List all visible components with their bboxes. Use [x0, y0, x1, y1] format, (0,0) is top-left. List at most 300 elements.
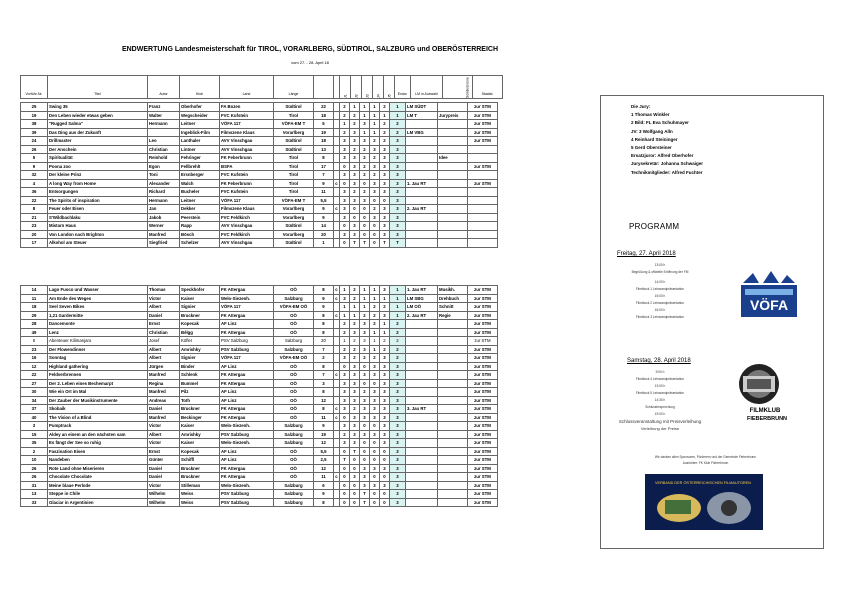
table-cell: Skobaik — [48, 405, 148, 414]
table-cell: The Spirits of inspiration — [48, 196, 148, 205]
table-cell: AF Linz — [220, 396, 274, 405]
table-cell: 2 — [370, 205, 380, 214]
table-cell: Highland gathering — [48, 362, 148, 371]
table-cell: 3 — [350, 379, 360, 388]
table-cell: 0 — [370, 439, 380, 448]
table-cell: 3 — [370, 388, 380, 397]
table-cell: Andreas — [148, 396, 180, 405]
table-cell: Stilleman — [180, 481, 220, 490]
table-cell: 0 — [340, 179, 350, 188]
table-cell — [406, 490, 438, 499]
table-cell: Wilhelm — [148, 490, 180, 499]
table-cell: 11 — [314, 413, 334, 422]
table-cell: T — [340, 456, 350, 465]
table-cell: FK Attergau — [220, 405, 274, 414]
table-cell: 1 — [360, 294, 370, 303]
table-row — [21, 473, 498, 482]
table-cell: 3 — [350, 128, 360, 137]
table-cell — [438, 447, 468, 456]
table-cell: Tirol — [274, 154, 314, 163]
table-cell: Albert — [148, 430, 180, 439]
column-header-cell: J5 — [384, 76, 395, 99]
table-cell: 3 — [380, 230, 390, 239]
table-cell: Regie — [438, 311, 468, 320]
table-cell: 3 — [390, 213, 406, 222]
table-cell: 3 — [370, 396, 380, 405]
jury-line: Jurysekretär: Johanna Schwaiger — [631, 161, 704, 167]
table-cell: 0 — [380, 196, 390, 205]
table-cell: 0 — [360, 447, 370, 456]
table-cell: Ernst — [148, 320, 180, 329]
table-cell: Kopecak — [180, 447, 220, 456]
table-cell: 3 — [390, 371, 406, 380]
table-cell: PSV Salzburg — [220, 490, 274, 499]
table-cell: zur STM — [468, 405, 498, 414]
table-row — [21, 447, 498, 456]
table-cell: 22 — [21, 196, 48, 205]
table-cell: 6 — [21, 337, 48, 346]
table-row — [21, 362, 498, 371]
table-cell: 31 — [21, 481, 48, 490]
table-row — [21, 179, 498, 188]
table-cell: 2 — [350, 286, 360, 295]
table-cell: 15 — [21, 430, 48, 439]
table-cell: Feldverbrennen — [48, 371, 148, 380]
table-cell: Tirol — [274, 179, 314, 188]
table-cell: 3 — [380, 371, 390, 380]
table-cell: 2 — [350, 405, 360, 414]
table-cell: 3 — [350, 388, 360, 397]
table-cell: 3 — [370, 371, 380, 380]
schedule-line: 19:00 h — [654, 412, 666, 416]
table-cell: Beckinger — [180, 413, 220, 422]
table-cell: 27 — [21, 379, 48, 388]
program-footer — [603, 454, 808, 466]
table-cell: zur STM — [468, 362, 498, 371]
table-cell: Bruckner — [180, 405, 220, 414]
table-cell — [438, 188, 468, 197]
table-row — [21, 120, 498, 129]
table-cell: 1 — [314, 239, 334, 248]
table-cell: 19 — [314, 430, 334, 439]
table-cell — [406, 230, 438, 239]
table-cell — [438, 239, 468, 248]
table-cell: 3 — [340, 405, 350, 414]
table-row — [21, 354, 498, 363]
table-cell: 3 — [390, 413, 406, 422]
table-row — [21, 311, 498, 320]
table-cell: 2 — [360, 188, 370, 197]
table-cell: 9 — [314, 294, 334, 303]
table-cell — [438, 145, 468, 154]
table-cell: 3 — [350, 179, 360, 188]
table-cell: Das Ding aus der Zukunft — [48, 128, 148, 137]
table-cell: Egon — [148, 162, 180, 171]
table-cell: 0 — [370, 498, 380, 507]
table-row — [21, 145, 498, 154]
table-cell: Leo — [148, 137, 180, 146]
table-cell: 2 — [370, 171, 380, 180]
table-cell: OÖ — [274, 413, 314, 422]
table-cell: Pumptrack — [48, 422, 148, 431]
table-cell: Walch — [180, 179, 220, 188]
table-cell — [406, 328, 438, 337]
table-cell: LM OÖ — [406, 303, 438, 312]
table-cell: 3 — [380, 171, 390, 180]
table-cell: zur STM — [468, 498, 498, 507]
table-cell — [406, 345, 438, 354]
table-cell: Leitner — [180, 196, 220, 205]
table-cell: 8 — [314, 498, 334, 507]
table-cell — [406, 464, 438, 473]
table-cell: VÖFA-EM T — [274, 120, 314, 129]
table-cell: 0 — [360, 230, 370, 239]
table-cell: OÖ — [274, 473, 314, 482]
table-row — [21, 498, 498, 507]
table-cell: Vorarlberg — [274, 230, 314, 239]
table-cell: 3 — [390, 162, 406, 171]
table-cell: 1 — [380, 294, 390, 303]
table-cell: 2 — [350, 120, 360, 129]
table-cell: 0 — [360, 379, 370, 388]
table-cell: 3 — [360, 371, 370, 380]
table-cell: 3 — [360, 405, 370, 414]
table-cell: Alkohol am Steuer — [48, 239, 148, 248]
results-table-2 — [20, 285, 498, 507]
table-cell: 1 — [360, 128, 370, 137]
table-cell: Josef — [148, 337, 180, 346]
table-cell: 2 — [350, 145, 360, 154]
table-cell: Südtirol — [274, 137, 314, 146]
schedule-line: Filmblock 1 Leinwandpräsentation — [635, 287, 685, 291]
table-cell: zur STM — [468, 120, 498, 129]
verband-banner — [645, 474, 763, 530]
table-cell: 2 — [340, 111, 350, 120]
table-cell: FVC Feldkirch — [220, 230, 274, 239]
table-row — [21, 239, 498, 248]
table-cell: Feuer oder Eisen — [48, 205, 148, 214]
table-cell: 3 — [390, 137, 406, 146]
table-cell: Filmszene Klaus — [220, 205, 274, 214]
table-cell: 3 — [370, 179, 380, 188]
table-cell: 32 — [21, 171, 48, 180]
table-cell: 35 — [21, 439, 48, 448]
table-cell: 1 — [390, 311, 406, 320]
column-header-cell — [334, 76, 340, 99]
table-cell: 26 — [21, 473, 48, 482]
table-cell: Ersnberger — [180, 171, 220, 180]
column-header-cell: Autor — [148, 76, 180, 99]
table-cell: Weiss — [180, 490, 220, 499]
table-cell: Walter — [148, 111, 180, 120]
table-cell: Drillmaster — [48, 137, 148, 146]
table-cell: VÖFA-EM T — [274, 196, 314, 205]
table-cell: zur STM — [468, 456, 498, 465]
table-cell: 2 — [350, 337, 360, 346]
table-row — [21, 103, 498, 112]
table-cell: 2 — [390, 354, 406, 363]
table-cell: 26 — [21, 145, 48, 154]
table-cell: 3 — [380, 388, 390, 397]
column-header-cell: Länge — [274, 76, 314, 99]
table-cell: 0 — [360, 422, 370, 431]
table-cell: 3 — [390, 145, 406, 154]
table-cell: zur STM — [468, 111, 498, 120]
table-row — [21, 413, 498, 422]
table-cell — [438, 103, 468, 112]
table-cell: OÖ — [274, 320, 314, 329]
table-cell: 0 — [370, 422, 380, 431]
table-cell: 3 — [350, 362, 360, 371]
table-cell: 3 — [380, 154, 390, 163]
table-cell: 1 — [370, 103, 380, 112]
table-cell: 1 — [350, 311, 360, 320]
program-title: PROGRAMM — [629, 222, 680, 231]
table-cell: OÖ — [274, 371, 314, 380]
table-cell: 1 — [380, 328, 390, 337]
table-cell: 0 — [340, 473, 350, 482]
table-cell: Salzburg — [274, 439, 314, 448]
table-cell: Schnitt — [438, 303, 468, 312]
table-cell: LM VBG — [406, 128, 438, 137]
table-cell: 1 — [360, 103, 370, 112]
table-row — [21, 464, 498, 473]
table-cell: 0 — [340, 362, 350, 371]
table-cell: 13 — [21, 490, 48, 499]
table-cell — [406, 473, 438, 482]
table-cell: Bucheler — [180, 188, 220, 197]
table-row — [21, 430, 498, 439]
table-cell: zur STM — [468, 422, 498, 431]
table-cell: 0 — [350, 490, 360, 499]
table-cell: 3 — [390, 498, 406, 507]
schedule-line: 15:00 h — [654, 294, 666, 298]
table-cell: 3 — [350, 196, 360, 205]
table-cell: T — [350, 447, 360, 456]
table-cell: Südtirol — [274, 145, 314, 154]
table-cell: 3 — [370, 405, 380, 414]
table-row — [21, 388, 498, 397]
table-cell: Poona zoo — [48, 162, 148, 171]
table-cell: Victor — [148, 422, 180, 431]
table-cell — [468, 230, 498, 239]
table-cell: 3 — [380, 422, 390, 431]
table-cell: Fellbrehlt — [180, 162, 220, 171]
table-cell: 10 — [21, 456, 48, 465]
table-cell: 0 — [350, 481, 360, 490]
table-cell: 1 — [390, 303, 406, 312]
table-cell: 7 — [314, 171, 334, 180]
column-header-cell: Sonderpreise — [443, 76, 473, 99]
table-cell: 3 — [380, 162, 390, 171]
table-cell: OÖ — [274, 379, 314, 388]
table-cell: 0 — [340, 162, 350, 171]
table-cell: Der Zauber der Musikinstrumente — [48, 396, 148, 405]
schedule-line: 14:00 h — [654, 280, 666, 284]
table-cell: 1 — [340, 120, 350, 129]
table-cell: Musikh. — [438, 286, 468, 295]
table-cell: 37 — [21, 405, 48, 414]
table-cell — [438, 430, 468, 439]
table-cell: 2 — [350, 345, 360, 354]
table-row — [21, 422, 498, 431]
program-panel — [600, 95, 824, 549]
table-cell — [468, 171, 498, 180]
table-cell — [438, 473, 468, 482]
table-cell: 0 — [360, 205, 370, 214]
schedule-line: 16:00 h — [654, 308, 666, 312]
table-cell: Dekker — [180, 205, 220, 214]
table-cell: 11 — [314, 473, 334, 482]
table-cell: 1 — [390, 286, 406, 295]
table-cell — [468, 205, 498, 214]
table-cell — [438, 379, 468, 388]
table-cell — [406, 213, 438, 222]
table-cell: Daniel — [148, 405, 180, 414]
schedule-line: 9:00 h — [655, 370, 665, 374]
table-cell — [438, 405, 468, 414]
table-cell: Lanthaler — [180, 137, 220, 146]
column-header-cell: J2 — [351, 76, 362, 99]
table-cell: Aldey an einem an den nächsten sam — [48, 430, 148, 439]
table-cell: VÖFA 117 — [220, 120, 274, 129]
table-cell: 1 — [370, 286, 380, 295]
table-cell: AVV Vinschgau — [220, 222, 274, 231]
table-cell: 3 — [360, 337, 370, 346]
table-cell: 8 — [314, 328, 334, 337]
table-cell: T — [390, 239, 406, 248]
table-cell: Entsorgungen — [48, 188, 148, 197]
table-cell: 2 — [390, 345, 406, 354]
table-cell — [438, 162, 468, 171]
table-cell: 2 — [370, 154, 380, 163]
table-cell: 8 — [314, 362, 334, 371]
table-cell: Dancemonte — [48, 320, 148, 329]
schedule-line: 13:00 h — [654, 263, 666, 267]
table-cell: FK Attergau — [220, 371, 274, 380]
table-cell: 3 — [340, 439, 350, 448]
table-cell: 2 — [380, 120, 390, 129]
table-cell — [438, 137, 468, 146]
table-cell: 2 — [360, 154, 370, 163]
table-cell: Welo-Siezenh. — [220, 294, 274, 303]
table-row — [21, 328, 498, 337]
table-cell: AVV Vinschgau — [220, 145, 274, 154]
table-cell: 3 — [390, 396, 406, 405]
table-cell: OÖ — [274, 456, 314, 465]
table-cell: Südtirol — [274, 103, 314, 112]
table-cell: 2 — [380, 103, 390, 112]
table-cell — [438, 362, 468, 371]
table-cell: 2 — [314, 354, 334, 363]
jury-list — [631, 103, 703, 177]
table-cell: 3 — [350, 171, 360, 180]
table-cell: Filmszene Klaus — [220, 128, 274, 137]
table-cell: 2 — [380, 128, 390, 137]
table-cell — [406, 137, 438, 146]
table-cell: 2 — [390, 337, 406, 346]
table-cell: 1 — [370, 328, 380, 337]
table-cell — [406, 120, 438, 129]
table-cell: Welo-Siezenh. — [220, 422, 274, 431]
table-cell: 0 — [380, 498, 390, 507]
table-cell: VÖFA-EM OÖ — [274, 303, 314, 312]
table-cell: 8 — [314, 311, 334, 320]
table-cell: Glaciar in Argentinien — [48, 498, 148, 507]
table-cell: 2 — [360, 388, 370, 397]
table-cell — [468, 239, 498, 248]
table-cell — [148, 128, 180, 137]
table-row — [21, 205, 498, 214]
table-cell: 0 — [350, 456, 360, 465]
table-cell: 3 — [350, 154, 360, 163]
table-cell: BSFA — [220, 162, 274, 171]
column-header-cell — [314, 76, 334, 99]
schedule-line: Filmblock 3 Leinwandpräsentation — [635, 315, 685, 319]
table-cell: 3 — [360, 328, 370, 337]
column-header — [20, 75, 503, 99]
table-cell: Daniel — [148, 311, 180, 320]
table-cell: 3 — [380, 430, 390, 439]
table-cell: 3 — [360, 413, 370, 422]
table-cell: 2 — [350, 188, 360, 197]
table-cell: Salzburg — [274, 498, 314, 507]
table-cell: 3 — [370, 464, 380, 473]
table-cell: zur STM — [468, 371, 498, 380]
table-cell: 3 — [340, 188, 350, 197]
table-cell: Albert — [148, 303, 180, 312]
table-cell: 4 — [21, 179, 48, 188]
table-cell: Idee — [438, 154, 468, 163]
table-cell: Es fängt der See so ruhig — [48, 439, 148, 448]
table-cell: Der Flowendinner — [48, 345, 148, 354]
table-cell: 16 — [21, 354, 48, 363]
table-cell: zur STM — [468, 303, 498, 312]
table-cell: Albert — [148, 345, 180, 354]
table-cell: 3 — [390, 222, 406, 231]
table-cell: Manfred — [148, 371, 180, 380]
table-cell: 1 — [360, 111, 370, 120]
table-row — [21, 213, 498, 222]
table-cell: 3 — [350, 413, 360, 422]
table-cell: FVC Kufstein — [220, 188, 274, 197]
table-cell: 0 — [370, 490, 380, 499]
report-subtitle: vom 27. - 28. April 18 — [291, 60, 329, 65]
table-cell: 3 — [380, 481, 390, 490]
table-cell: c — [335, 295, 338, 301]
table-cell: c — [335, 474, 338, 479]
table-cell — [406, 188, 438, 197]
table-cell: 5 — [314, 120, 334, 129]
table-cell — [406, 422, 438, 431]
table-cell: 3 — [360, 320, 370, 329]
table-cell: 2 — [390, 328, 406, 337]
table-cell: 2 — [340, 328, 350, 337]
filmklub-logo — [729, 362, 789, 424]
table-cell: FVC Kufstein — [220, 111, 274, 120]
column-header-cell: Klub — [180, 76, 220, 99]
table-cell: 49 — [21, 328, 48, 337]
table-cell: 3 — [350, 222, 360, 231]
table-cell: 8 — [21, 205, 48, 214]
table-cell: 3 — [360, 345, 370, 354]
table-cell: 3 — [340, 371, 350, 380]
table-cell: OÖ — [274, 328, 314, 337]
table-cell — [438, 320, 468, 329]
table-cell: Lenz — [48, 328, 148, 337]
schedule-line: Begrüßung & offizielle Eröffnung der FM — [631, 270, 689, 274]
table-cell: 8 — [314, 405, 334, 414]
